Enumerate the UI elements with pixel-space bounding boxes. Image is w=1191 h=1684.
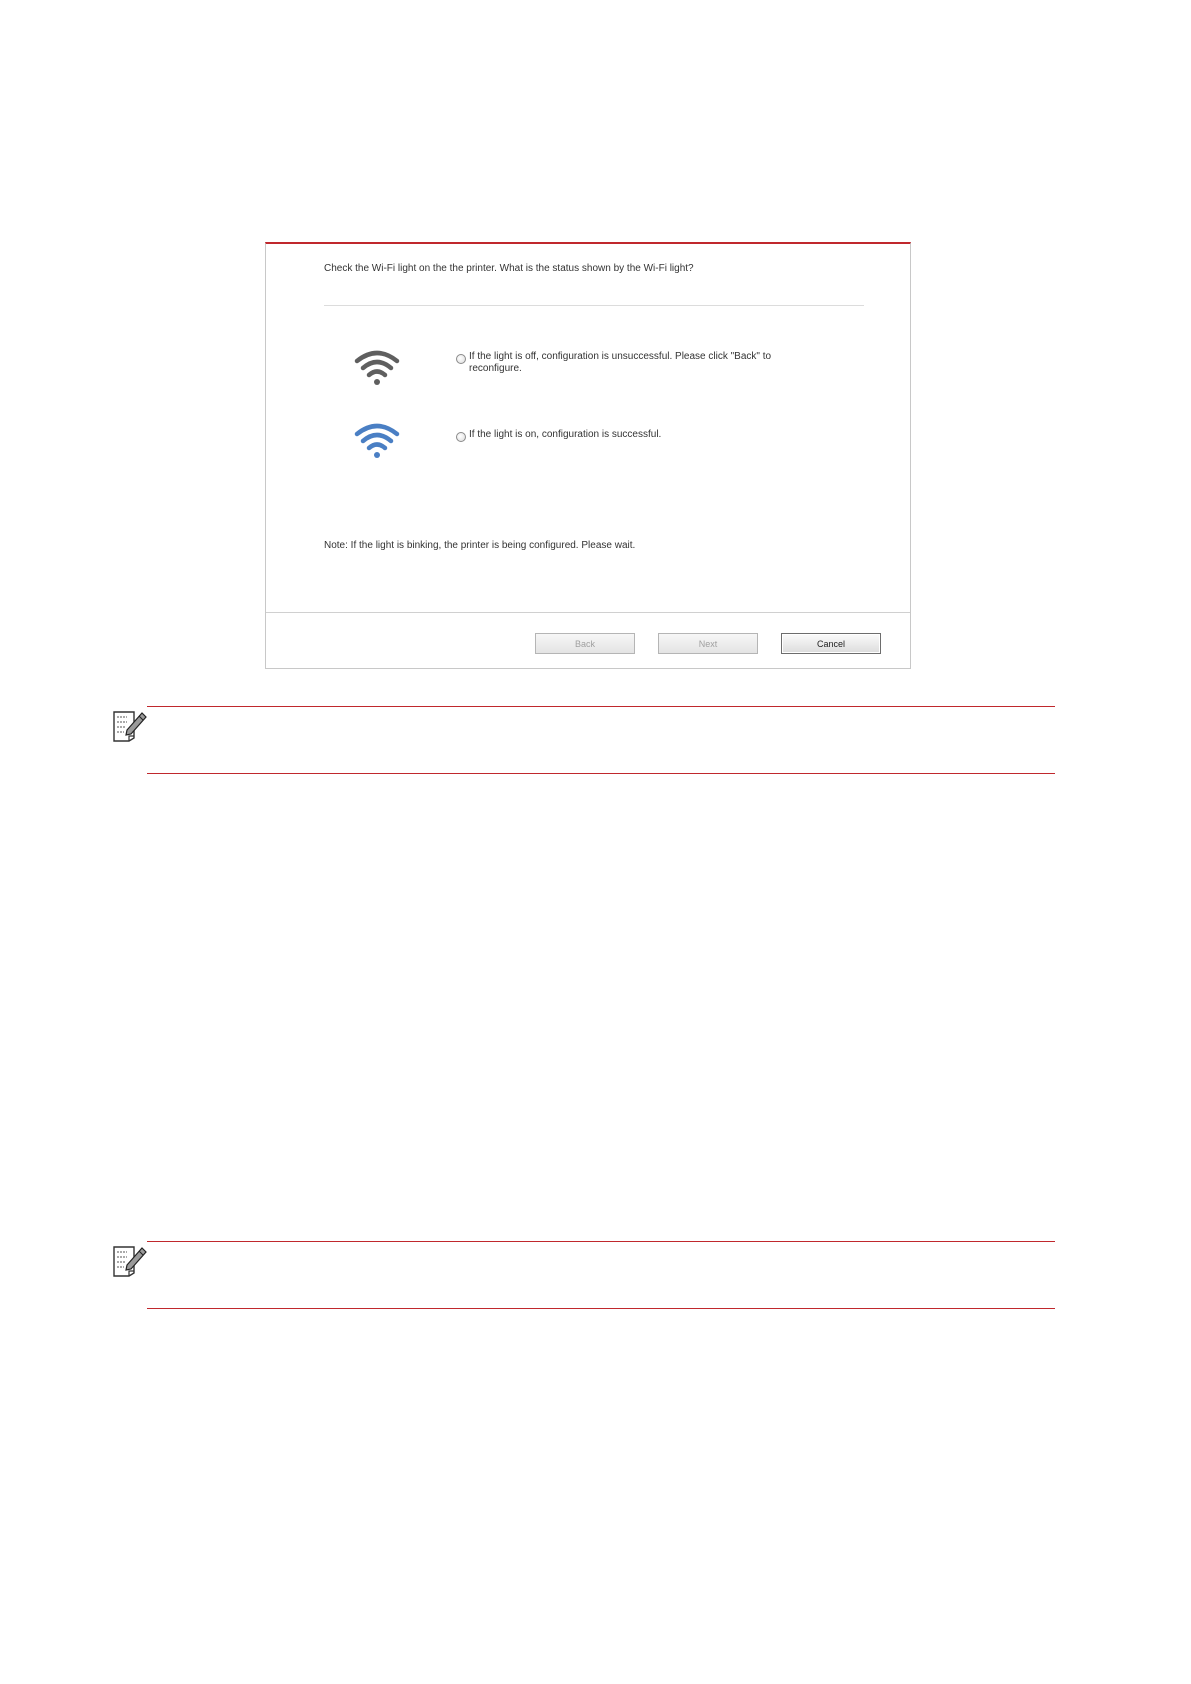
note-bottom-rule: [147, 773, 1055, 774]
next-button[interactable]: Next: [658, 633, 758, 654]
cancel-button[interactable]: Cancel: [781, 633, 881, 654]
radio-light-on[interactable]: [456, 432, 466, 442]
footer-divider: [266, 612, 910, 613]
option-light-on-label: If the light is on, configuration is successful.: [469, 429, 662, 440]
option-light-on[interactable]: [456, 429, 776, 442]
wifi-on-icon: [354, 421, 400, 461]
note-pencil-icon: [112, 1243, 148, 1277]
note-pencil-icon: [112, 708, 148, 742]
radio-light-off[interactable]: [456, 354, 466, 364]
question-divider: [324, 305, 864, 306]
dialog-question: Check the Wi-Fi light on the the printer. What is the status shown by the Wi-Fi light?: [324, 263, 694, 274]
dialog-note: Note: If the light is binking, the printer is being configured. Please wait.: [324, 540, 636, 551]
note-top-rule: [147, 706, 1055, 707]
note-block: [112, 1241, 1055, 1309]
back-button[interactable]: Back: [535, 633, 635, 654]
note-bottom-rule: [147, 1308, 1055, 1309]
wifi-status-dialog: [265, 242, 911, 669]
wifi-off-icon: [354, 348, 400, 388]
note-top-rule: [147, 1241, 1055, 1242]
option-light-off-label: If the light is off, configuration is unsuccessful. Please click "Back" to reconfigure.: [469, 351, 772, 374]
option-light-off[interactable]: [456, 351, 776, 375]
note-block: [112, 706, 1055, 774]
